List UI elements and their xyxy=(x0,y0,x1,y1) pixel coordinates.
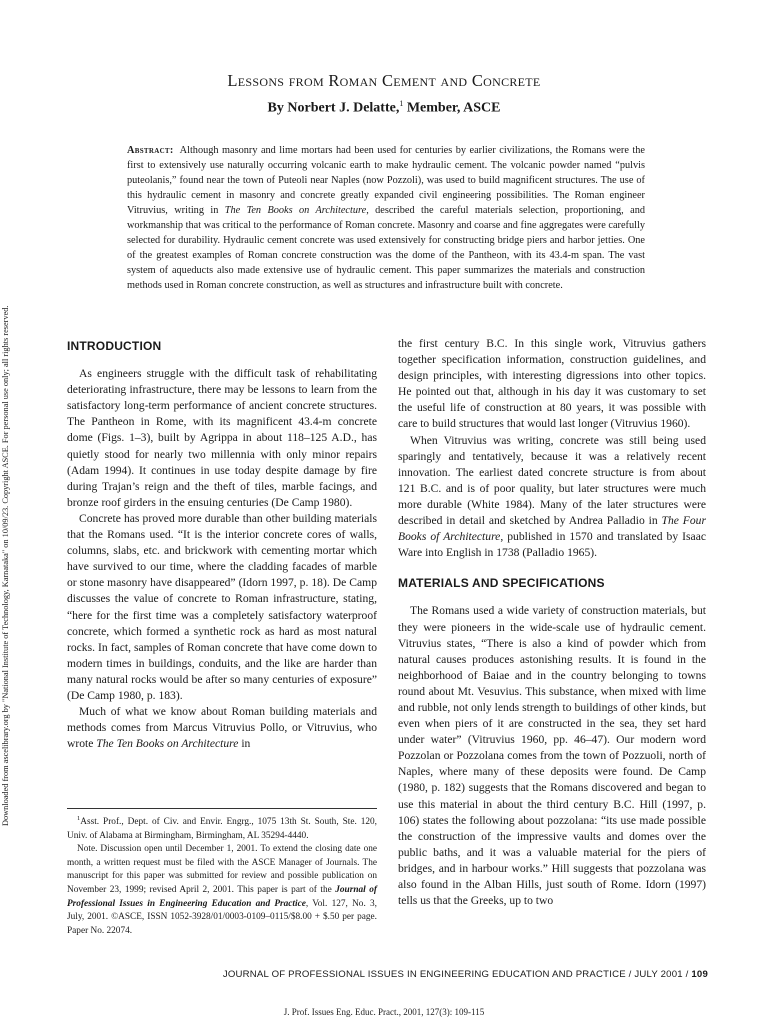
author-membership: Member, ASCE xyxy=(403,100,501,116)
abstract xyxy=(127,143,645,293)
materials-paragraph-1: The Romans used a wide variety of construction materials, but they were pioneers in the wide-scale use of hydraulic cement. Vitruvius states, “There is also a kind of powder which from natural causes produces astonishing results. It is found in the neighborhood of Baiae and in the country belonging to towns round about Mt. Vesuvius. This substance, when mixed with lime and rubble, not only lends strength to buildings of other kinds, but even when piers of it are constructed in the sea, they set hard under water” (Vitruvius 1960, pp. 46–47). Our modern word Pozzolan or Pozzolana comes from the town of Pozzuoli, north of Naples, where many of these deposits were found. De Camp (1980, p. 182) suggests that the Romans discovered and began to use this material in about the third century B.C. Hill (1997, p. 106) states the following about pozzolana: “its use made possible the construction of the impressive vaults and domes over the public baths, and it was a valuable material for the piers of bridges, and in harbour works.” Hill suggests that pozzolana was also found in the Alban Hills, just south of Rome. Idorn (1997) tells us that the Greeks, up to two xyxy=(398,604,706,908)
footnote-mark: 1 xyxy=(77,815,81,822)
page-number: 109 xyxy=(691,969,708,980)
abstract-label: Abstract: xyxy=(127,145,174,156)
download-watermark: Downloaded from ascelibrary.org by "National Institute of Technology, Karnataka" on 10/09/23. Copyright ASCE. For personal use only; all rights reserved. xyxy=(1,305,10,826)
author-footnote-mark: 1 xyxy=(399,99,404,108)
intro-paragraph-2: Concrete has proved more durable than other building materials that the Romans used. “It is the interior concrete cores of walls, columns, slabs, etc. and brickwork with cementing mortar which have survived to our time, where the cladding facades of marble or stone masonry have disappeared” (Idorn 1997, p. 18). De Camp discusses the value of concrete to Roman infrastructure, stating, “here for the first time was a completely satisfactory waterproof concrete, which formed a synthetic rock as hard as most natural rocks. In fact, samples of Roman concrete that have come down to modern times in buildings, conduits, and the like are harder than many natural rocks would be after so many centuries of exposure” (De Camp 1980, p. 183). xyxy=(67,511,377,702)
intro-paragraph-3 xyxy=(67,704,377,752)
materials-heading: MATERIALS AND SPECIFICATIONS xyxy=(398,576,605,591)
abstract-text-part1: Although masonry and lime mortars had been used for centuries by earlier civilizations, the Romans were the first to extensively use naturally occurring volcanic earth to make hydraulic cement. The volcanic powder named “pulvis puteolanis,” found near the town of Puteoli near Naples (now Pozzoli), was used to build magnificent structures. The use of this hydraulic cement in masonry and concrete greatly expanded civil engineering possibilities. The Roman engineer Vitruvius, writing in xyxy=(127,145,645,216)
footnote-discussion-note xyxy=(67,843,377,938)
intro-book-title: The Ten Books on Architecture xyxy=(96,737,239,751)
intro-paragraph-3-end: in xyxy=(238,737,251,751)
running-footer-text: JOURNAL OF PROFESSIONAL ISSUES IN ENGINEERING EDUCATION AND PRACTICE / JULY 2001 / xyxy=(222,969,692,980)
author-name: By Norbert J. Delatte, xyxy=(267,100,400,116)
introduction-heading: INTRODUCTION xyxy=(67,339,162,353)
citation-line: J. Prof. Issues Eng. Educ. Pract., 2001, 127(3): 109-115 xyxy=(283,1007,485,1017)
footnote-note-text-2: , Vol. 127, No. 3, July, 2001. ©ASCE, ISSN 1052-3928/01/0003-0109–0115/$8.00 + $.50 per page. Paper No. 22074. xyxy=(67,898,377,936)
intro-paragraph-4-end: , published in 1570 and translated by Isaac Ware into English in 1738 (Palladio 1965). xyxy=(398,530,706,560)
intro-paragraph-3-text: Much of what we know about Roman building materials and methods comes from Marcus Vitruvius Pollo, or Vitruvius, who wrote xyxy=(67,705,377,751)
paper-title: Lessons from Roman Cement and Concrete xyxy=(227,71,541,91)
abstract-text-part2: , described the careful materials selection, proportioning, and workmanship that was critical to the performance of Roman concrete. Masonry and coarse and fine aggregates were carefully selected for durability. Hydraulic cement concrete was used extensively for constructing bridge piers and harbor jetties. One of the greatest examples of Roman concrete construction was the dome of the Pantheon, with its 43.4-m span. The vast system of aqueducts also made extensive use of hydraulic cement. This paper summarizes the materials and construction methods used in Roman concrete construction, as well as structures and infrastructure built with concrete. xyxy=(127,205,645,291)
footnote-journal-name: Journal of Professional Issues in Engineering Education and Practice xyxy=(67,885,377,909)
footnotes xyxy=(67,808,377,938)
footnote-affiliation-text: Asst. Prof., Dept. of Civ. and Envir. Engrg., 1075 13th St. South, Ste. 120, Univ. of Alabama at Birmingham, Birmingham, AL 35294-4440. xyxy=(67,817,377,841)
abstract-book-title: The Ten Books on Architecture xyxy=(224,205,367,216)
footnote-note-text-1: Note. Discussion open until December 1, 2001. To extend the closing date one month, a written request must be filed with the ASCE Manager of Journals. The manuscript for this paper was submitted for review and possible publication on November 23, 1999; revised April 2, 2001. This paper is part of the xyxy=(67,844,377,896)
intro-paragraph-1: As engineers struggle with the difficult task of rehabilitating deteriorating infrastructure, there may be lessons to learn from the satisfactory long-term performance of ancient concrete structures. The Pantheon in Rome, with its magnificent 43.4-m concrete dome (Figs. 1–3), built by Agrippa in about 118–125 A.D., has quietly stood for nearly two millennia with only minor repairs (Adam 1994). It continues in use today despite damage by fire during Trajan’s reign and the theft of tiles, marble facings, and bronze roof girders in the ensuing centuries (De Camp 1980). xyxy=(67,367,377,509)
intro-paragraph-3-continued: the first century B.C. In this single work, Vitruvius gathers together specification information, construction guidelines, and design principles, with interesting digressions into other topics. He pointed out that, although in his day it was customary to set the useful life of construction at 80 years, it was possible with care to build structures that would last longer (Vitruvius 1960). xyxy=(398,337,706,431)
running-footer xyxy=(67,969,708,980)
footnote-affiliation xyxy=(67,812,377,843)
right-column xyxy=(398,336,706,956)
intro-paragraph-4-text: When Vitruvius was writing, concrete was still being used sparingly and tentatively, because it was a relatively recent innovation. The earliest dated concrete structure is from about 121 B.C. and is of poor quality, but later structures were much more durable (White 1984). Many of the later structures were described in detail and sketched by Andrea Palladio in xyxy=(398,433,706,528)
author-byline xyxy=(0,99,768,117)
palladio-book-title: The Four Books of Architecture xyxy=(398,514,706,544)
intro-paragraph-4 xyxy=(398,433,706,562)
